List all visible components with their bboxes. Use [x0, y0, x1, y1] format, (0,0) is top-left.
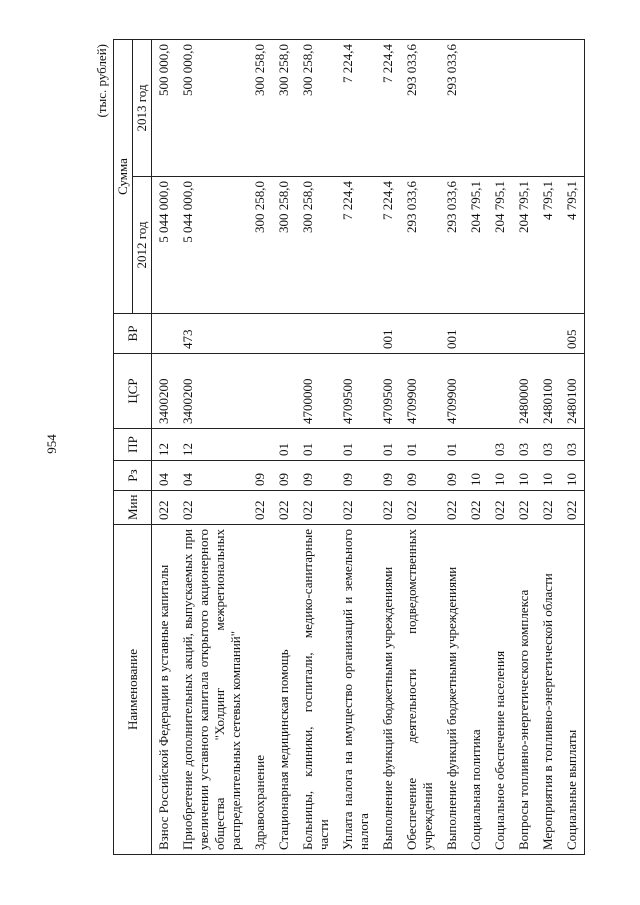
row-name: Здравоохранение	[248, 525, 272, 855]
row-rz: 09	[272, 461, 296, 491]
row-sum-2012: 293 033,6	[440, 177, 464, 314]
header-name: Наименование	[114, 525, 152, 855]
header-vr: ВР	[114, 314, 152, 354]
row-name: Взнос Российской Федерации в уставные капиталы	[152, 525, 177, 855]
row-name: Выполнение функций бюджетными учреждениями	[376, 525, 400, 855]
row-sum-2013	[560, 40, 585, 177]
row-csr: 3400200	[152, 354, 177, 429]
row-min: 022	[512, 491, 536, 525]
table-body	[152, 40, 585, 855]
row-sum-2012: 293 033,6	[400, 177, 440, 314]
row-min: 022	[176, 491, 248, 525]
row-pr: 01	[376, 429, 400, 461]
row-sum-2013	[464, 40, 488, 177]
row-min: 022	[152, 491, 177, 525]
budget-table	[113, 39, 585, 855]
row-name: Социальная политика	[464, 525, 488, 855]
row-vr	[296, 314, 336, 354]
row-sum-2013: 300 258,0	[248, 40, 272, 177]
row-csr: 4709500	[336, 354, 376, 429]
row-vr	[512, 314, 536, 354]
row-min: 022	[560, 491, 585, 525]
row-rz: 10	[464, 461, 488, 491]
row-pr: 01	[272, 429, 296, 461]
row-pr: 01	[440, 429, 464, 461]
row-min: 022	[464, 491, 488, 525]
row-csr: 2480100	[560, 354, 585, 429]
table-row	[336, 40, 376, 855]
row-min: 022	[488, 491, 512, 525]
row-csr: 4709900	[440, 354, 464, 429]
row-vr: 005	[560, 314, 585, 354]
row-name: Больницы, клиники, госпитали, медико-санитарные части	[296, 525, 336, 855]
table-row	[464, 40, 488, 855]
row-min: 022	[336, 491, 376, 525]
row-csr	[488, 354, 512, 429]
row-pr: 12	[152, 429, 177, 461]
row-csr	[272, 354, 296, 429]
table-row	[488, 40, 512, 855]
row-csr: 2480000	[512, 354, 536, 429]
row-sum-2013	[488, 40, 512, 177]
header-year-2013: 2013 год	[133, 40, 152, 177]
row-pr: 03	[512, 429, 536, 461]
header-year-2012: 2012 год	[133, 177, 152, 314]
header-pr: ПР	[114, 429, 152, 461]
row-sum-2013: 500 000,0	[176, 40, 248, 177]
row-pr: 03	[488, 429, 512, 461]
row-sum-2012: 5 044 000,0	[152, 177, 177, 314]
row-sum-2012: 300 258,0	[272, 177, 296, 314]
row-vr	[536, 314, 560, 354]
row-name: Социальное обеспечение населения	[488, 525, 512, 855]
row-vr	[272, 314, 296, 354]
row-min: 022	[440, 491, 464, 525]
row-sum-2013	[512, 40, 536, 177]
row-sum-2012: 7 224,4	[376, 177, 400, 314]
row-rz: 09	[400, 461, 440, 491]
table-row	[296, 40, 336, 855]
row-pr: 12	[176, 429, 248, 461]
header-csr: ЦСР	[114, 354, 152, 429]
header-rz: Рз	[114, 461, 152, 491]
table-row	[152, 40, 177, 855]
row-pr	[464, 429, 488, 461]
budget-table-sheet	[94, 40, 579, 855]
row-csr	[248, 354, 272, 429]
row-rz: 09	[296, 461, 336, 491]
row-sum-2013: 7 224,4	[336, 40, 376, 177]
row-csr: 4700000	[296, 354, 336, 429]
row-sum-2012: 204 795,1	[512, 177, 536, 314]
row-sum-2012: 300 258,0	[296, 177, 336, 314]
row-name: Социальные выплаты	[560, 525, 585, 855]
units-label: (тыс. рублей)	[94, 44, 109, 118]
row-csr: 3400200	[176, 354, 248, 429]
page-number: 954	[43, 434, 59, 454]
table-row	[248, 40, 272, 855]
row-sum-2013: 293 033,6	[440, 40, 464, 177]
row-sum-2012: 300 258,0	[248, 177, 272, 314]
row-sum-2013: 300 258,0	[272, 40, 296, 177]
table-row	[560, 40, 585, 855]
row-min: 022	[376, 491, 400, 525]
row-name: Обеспечение деятельности подведомственных учреждений	[400, 525, 440, 855]
row-pr: 01	[296, 429, 336, 461]
row-sum-2013: 500 000,0	[152, 40, 177, 177]
row-csr	[464, 354, 488, 429]
row-vr	[400, 314, 440, 354]
row-vr: 473	[176, 314, 248, 354]
row-pr: 01	[336, 429, 376, 461]
row-csr: 2480100	[536, 354, 560, 429]
row-rz: 10	[560, 461, 585, 491]
row-sum-2012: 4 795,1	[560, 177, 585, 314]
row-name: Уплата налога на имущество организаций и земельного налога	[336, 525, 376, 855]
row-rz: 04	[176, 461, 248, 491]
row-sum-2013	[536, 40, 560, 177]
row-rz: 09	[336, 461, 376, 491]
row-vr	[336, 314, 376, 354]
header-min: Мин	[114, 491, 152, 525]
table-row	[400, 40, 440, 855]
row-vr: 001	[440, 314, 464, 354]
row-name: Мероприятия в топливно-энергетической области	[536, 525, 560, 855]
row-name: Выполнение функций бюджетными учреждениями	[440, 525, 464, 855]
row-sum-2013: 300 258,0	[296, 40, 336, 177]
row-sum-2013: 293 033,6	[400, 40, 440, 177]
row-name: Стационарная медицинская помощь	[272, 525, 296, 855]
row-rz: 09	[440, 461, 464, 491]
row-rz: 09	[376, 461, 400, 491]
row-min: 022	[248, 491, 272, 525]
row-sum-2012: 7 224,4	[336, 177, 376, 314]
row-pr: 01	[400, 429, 440, 461]
row-sum-2013: 7 224,4	[376, 40, 400, 177]
row-min: 022	[536, 491, 560, 525]
row-pr: 03	[536, 429, 560, 461]
table-row	[272, 40, 296, 855]
row-vr: 001	[376, 314, 400, 354]
row-rz: 04	[152, 461, 177, 491]
row-vr	[152, 314, 177, 354]
row-csr: 4709500	[376, 354, 400, 429]
table-row	[512, 40, 536, 855]
row-pr	[248, 429, 272, 461]
row-rz: 10	[488, 461, 512, 491]
table-row	[440, 40, 464, 855]
row-sum-2012: 4 795,1	[536, 177, 560, 314]
table-row	[376, 40, 400, 855]
row-rz: 09	[248, 461, 272, 491]
row-name: Приобретение дополнительных акций, выпускаемых при увеличении уставного капитала открытого акционерного общества "Холдинг межрегиональных распределительных сетевых компаний"	[176, 525, 248, 855]
row-min: 022	[400, 491, 440, 525]
row-rz: 10	[512, 461, 536, 491]
row-sum-2012: 204 795,1	[488, 177, 512, 314]
row-min: 022	[296, 491, 336, 525]
header-sum: Сумма	[114, 40, 133, 314]
table-row	[176, 40, 248, 855]
row-min: 022	[272, 491, 296, 525]
row-csr: 4709900	[400, 354, 440, 429]
row-name: Вопросы топливно-энергетического комплекса	[512, 525, 536, 855]
row-vr	[248, 314, 272, 354]
table-row	[536, 40, 560, 855]
row-sum-2012: 5 044 000,0	[176, 177, 248, 314]
row-pr: 03	[560, 429, 585, 461]
row-rz: 10	[536, 461, 560, 491]
row-sum-2012: 204 795,1	[464, 177, 488, 314]
row-vr	[464, 314, 488, 354]
row-vr	[488, 314, 512, 354]
